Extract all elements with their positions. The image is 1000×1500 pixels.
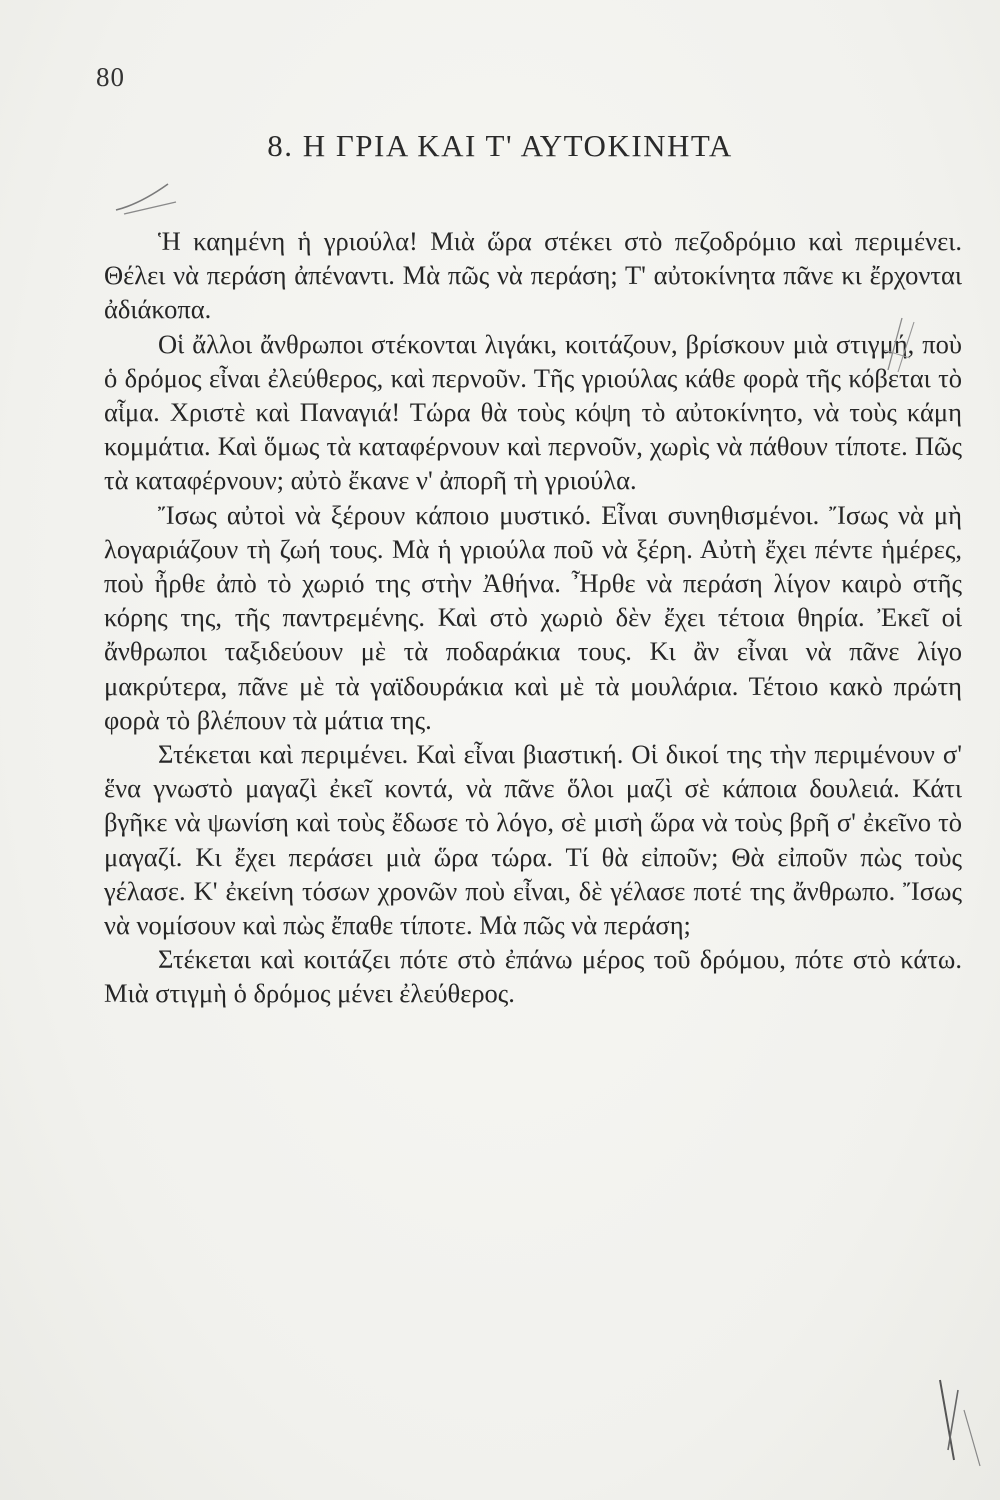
paragraph: Οἱ ἄλλοι ἄνθρωποι στέκονται λιγάκι, κοιτάζουν, βρίσκουν μιὰ στιγμή, ποὺ ὁ δρόμος εἶναι ἐλεύθερος, καὶ περνοῦν. Τῆς γριούλας κάθε φορὰ τῆς κόβεται τὸ αἷμα. Χριστὲ καὶ Παναγιά! Τώρα θὰ τοὺς κόψη τὸ αὐτοκίνητο, νὰ τοὺς κάμη κομμάτια. Καὶ ὅμως τὰ καταφέρνουν καὶ περνοῦν, χωρὶς νὰ πάθουν τίποτε. Πῶς τὰ καταφέρνουν; αὐτὸ ἔκανε ν' ἀπορῆ τὴ γριούλα. bbox=[104, 328, 962, 496]
body-text bbox=[104, 224, 962, 1011]
paragraph: Ἴσως αὐτοὶ νὰ ξέρουν κάποιο μυστικό. Εἶναι συνηθισμένοι. Ἴσως νὰ μὴ λογαριάζουν τὴ ζωή τους. Μὰ ἡ γριούλα ποῦ νὰ ξέρη. Αὐτὴ ἔχει πέντε ἡμέρες, ποὺ ἦρθε ἀπὸ τὸ χωριό της στὴν Ἀθήνα. Ἦρθε νὰ περάση λίγον καιρὸ στῆς κόρης της, τῆς παντρεμένης. Καὶ στὸ χωριὸ δὲν ἔχει τέτοια θηρία. Ἐκεῖ οἱ ἄνθρωποι ταξιδεύουν μὲ τὰ ποδαράκια τους. Κι ἂν εἶναι νὰ πᾶνε λίγο μακρύτερα, πᾶνε μὲ τὰ γαϊδουράκια καὶ μὲ τὰ μουλάρια. Τέτοιο κακὸ πρώτη φορὰ τὸ βλέπουν τὰ μάτια της. bbox=[104, 499, 962, 735]
page-number: 80 bbox=[96, 62, 125, 92]
pencil-margin-mark bbox=[930, 1370, 990, 1470]
chapter-title: 8. Η ΓΡΙΑ ΚΑΙ Τ' ΑΥΤΟΚΙΝΗΤΑ bbox=[267, 128, 733, 163]
paragraph: Στέκεται καὶ κοιτάζει πότε στὸ ἐπάνω μέρος τοῦ δρόμου, πότε στὸ κάτω. Μιὰ στιγμὴ ὁ δρόμος μένει ἐλεύθερος. bbox=[104, 944, 962, 1009]
paragraph: Στέκεται καὶ περιμένει. Καὶ εἶναι βιαστική. Οἱ δικοί της τὴν περιμένουν σ' ἕνα γνωστὸ μαγαζὶ ἐκεῖ κοντά, νὰ πᾶνε ὅλοι μαζὶ σὲ κάποια δουλειά. Κάτι βγῆκε νὰ ψωνίση καὶ τοὺς ἔδωσε τὸ λόγο, σὲ μισὴ ὥρα νὰ τοὺς βρῆ σ' ἐκεῖνο τὸ μαγαζί. Κι ἔχει περάσει μιὰ ὥρα τώρα. Τί θὰ εἰποῦν; Θὰ εἰποῦν πὼς τοὺς γέλασε. Κ' ἐκείνη τόσων χρονῶν ποὺ εἶναι, δὲ γέλασε ποτέ της ἄνθρωπο. Ἴσως νὰ νομίσουν καὶ πὼς ἔπαθε τίποτε. Μὰ πῶς νὰ περάση; bbox=[104, 739, 962, 941]
paragraph: Ἡ καημένη ἡ γριούλα! Μιὰ ὥρα στέκει στὸ πεζοδρόμιο καὶ περιμένει. Θέλει νὰ περάση ἀπέναντι. Μὰ πῶς νὰ περάση; Τ' αὐτοκίνητα πᾶνε κι ἔρχονται ἀδιάκοπα. bbox=[104, 226, 962, 325]
pencil-tick-mark bbox=[110, 180, 190, 220]
pencil-margin-mark bbox=[880, 310, 940, 380]
